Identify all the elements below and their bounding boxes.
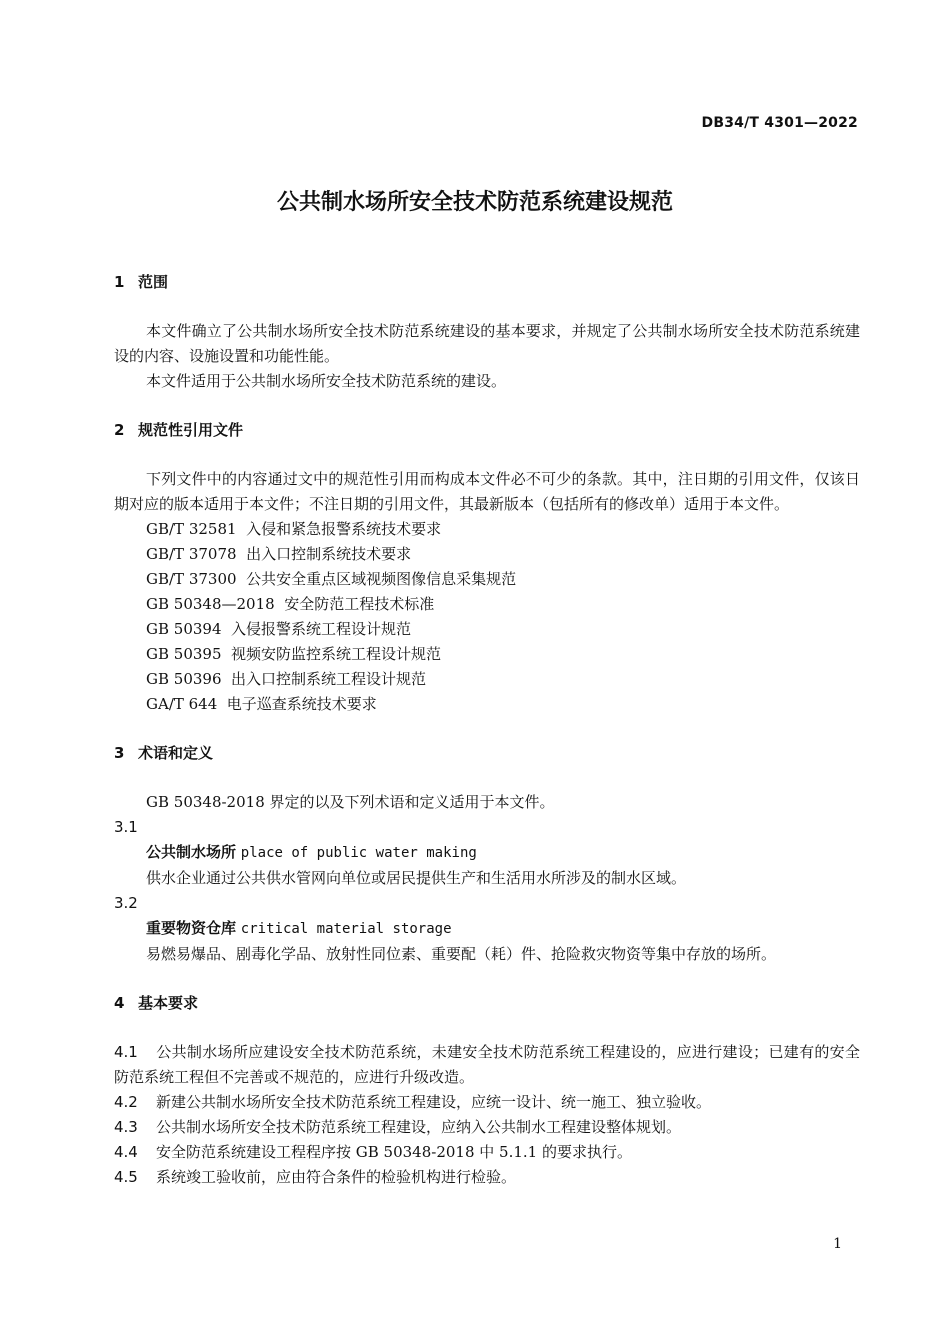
page-number: 1 — [833, 1236, 842, 1252]
reference-item: GB 50348—2018 安全防范工程技术标准 — [146, 595, 435, 613]
requirement-item — [114, 1140, 860, 1165]
section-heading — [114, 418, 860, 443]
requirement-text: 公共制水场所应建设安全技术防范系统，未建安全技术防范系统工程建设的，应进行建设；已建有的安全防范系统工程但不完善或不规范的，应进行升级改造。 — [114, 1043, 860, 1086]
reference-item: GA/T 644 电子巡查系统技术要求 — [146, 695, 377, 713]
reference-item: GB 50394 入侵报警系统工程设计规范 — [146, 620, 412, 638]
requirement-item — [114, 1040, 860, 1090]
paragraph: 本文件适用于公共制水场所安全技术防范系统的建设。 — [146, 372, 507, 390]
paragraph: GB 50348-2018 界定的以及下列术语和定义适用于本文件。 — [146, 793, 555, 811]
section-title: 术语和定义 — [138, 744, 214, 762]
section-number: 4 — [114, 994, 125, 1012]
requirement-text: 公共制水场所安全技术防范系统工程建设，应纳入公共制水工程建设整体规划。 — [156, 1118, 682, 1136]
term-entry — [114, 840, 860, 866]
term-number: 3.1 — [114, 818, 138, 836]
section-heading — [114, 991, 860, 1016]
reference-item: GB 50396 出入口控制系统工程设计规范 — [146, 670, 427, 688]
requirement-text: 新建公共制水场所安全技术防范系统工程建设，应统一设计、统一施工、独立验收。 — [156, 1093, 712, 1111]
requirement-item — [114, 1090, 860, 1115]
section-number: 1 — [114, 273, 125, 291]
requirement-number: 4.3 — [114, 1118, 138, 1136]
term-number: 3.2 — [114, 894, 138, 912]
requirement-item — [114, 1165, 860, 1190]
paragraph: 本文件确立了公共制水场所安全技术防范系统建设的基本要求，并规定了公共制水场所安全技术防范系统建设的内容、设施设置和功能性能。 — [114, 322, 860, 365]
requirement-number: 4.5 — [114, 1168, 138, 1186]
requirement-number: 4.1 — [114, 1043, 138, 1061]
term-english: critical material storage — [240, 921, 452, 937]
reference-item: GB/T 37078 出入口控制系统技术要求 — [146, 545, 412, 563]
section-heading — [114, 741, 860, 766]
reference-item: GB/T 32581 入侵和紧急报警系统技术要求 — [146, 520, 442, 538]
paragraph: 下列文件中的内容通过文中的规范性引用而构成本文件必不可少的条款。其中，注日期的引用文件，仅该日期对应的版本适用于本文件；不注日期的引用文件，其最新版本（包括所有的修改单）适用于本文件。 — [114, 470, 860, 513]
reference-item: GB 50395 视频安防监控系统工程设计规范 — [146, 645, 442, 663]
term-english: place of public water making — [240, 845, 477, 861]
document-title: 公共制水场所安全技术防范系统建设规范 — [276, 190, 673, 215]
document-body — [114, 270, 860, 1190]
requirement-number: 4.4 — [114, 1143, 138, 1161]
standard-code: DB34/T 4301—2022 — [701, 115, 858, 131]
section-title: 规范性引用文件 — [138, 421, 244, 439]
term-chinese: 公共制水场所 — [146, 843, 237, 861]
section-number: 3 — [114, 744, 125, 762]
term-chinese: 重要物资仓库 — [146, 919, 237, 937]
requirement-text: 系统竣工验收前，应由符合条件的检验机构进行检验。 — [156, 1168, 517, 1186]
section-number: 2 — [114, 421, 125, 439]
reference-item: GB/T 37300 公共安全重点区域视频图像信息采集规范 — [146, 570, 517, 588]
term-definition: 供水企业通过公共供水管网向单位或居民提供生产和生活用水所涉及的制水区域。 — [146, 869, 687, 887]
section-heading — [114, 270, 860, 295]
requirement-item — [114, 1115, 860, 1140]
term-definition: 易燃易爆品、剧毒化学品、放射性同位素、重要配（耗）件、抢险救灾物资等集中存放的场所。 — [146, 945, 777, 963]
requirement-number: 4.2 — [114, 1093, 138, 1111]
section-title: 范围 — [138, 273, 169, 291]
term-entry — [114, 916, 860, 942]
section-title: 基本要求 — [138, 994, 199, 1012]
requirement-text: 安全防范系统建设工程程序按 GB 50348-2018 中 5.1.1 的要求执行。 — [156, 1143, 632, 1161]
